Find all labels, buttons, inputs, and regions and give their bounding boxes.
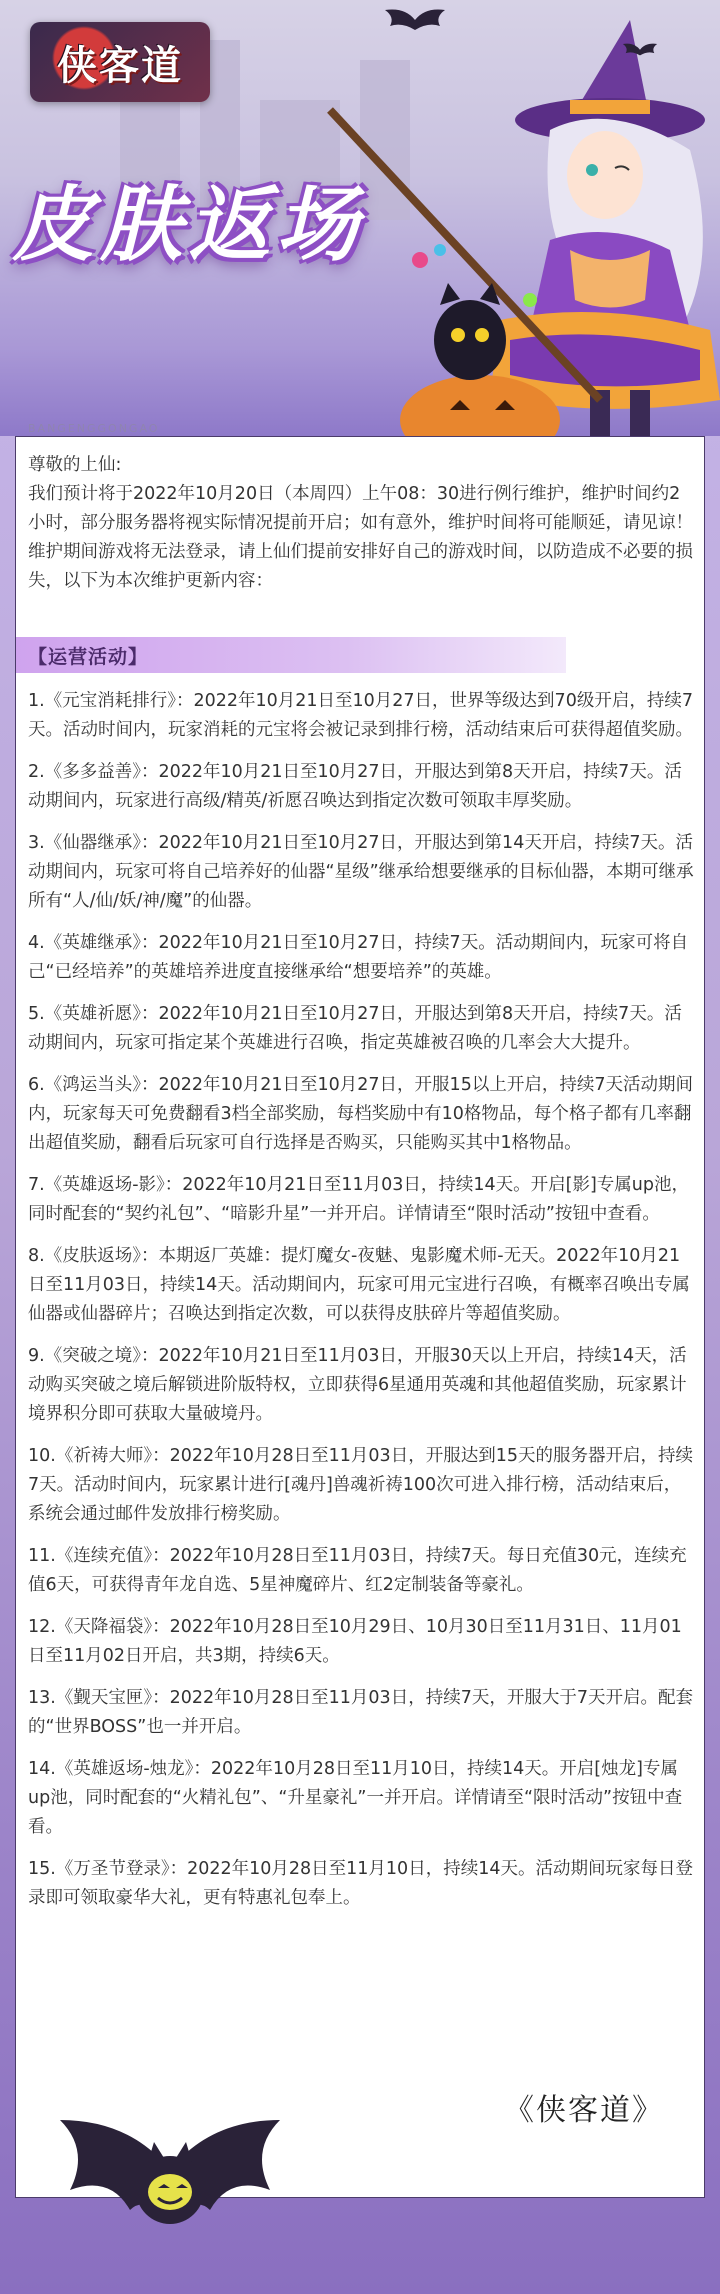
list-item: 14.《英雄返场-烛龙》：2022年10月28日至11月10日，持续14天。开启[烛龙]专属up池，同时配套的“火精礼包”、“升星豪礼”一并开启。详情请至“限时活动”按钮中查看。 xyxy=(28,1759,683,1837)
game-logo xyxy=(30,22,210,102)
list-item: 1.《元宝消耗排行》：2022年10月21日至10月27日，世界等级达到70级开启，持续7天。活动时间内，玩家消耗的元宝将会被记录到排行榜，活动结束后可获得超值奖励。 xyxy=(28,691,693,740)
salutation: 尊敬的上仙: xyxy=(28,455,122,475)
list-item: 2.《多多益善》：2022年10月21日至10月27日，开服达到第8天开启，持续7天。活动期间内，玩家进行高级/精英/祈愿召唤达到指定次数可领取丰厚奖励。 xyxy=(28,762,682,811)
list-item: 8.《皮肤返场》：本期返厂英雄：提灯魔女-夜魅、鬼影魔术师-无天。2022年10月21日至11月03日，持续14天。活动期间内，玩家可用元宝进行召唤，有概率召唤出专属仙器或仙器碎片；召唤达到指定次数，可以获得皮肤碎片等超值奖励。 xyxy=(28,1246,690,1324)
list-item: 7.《英雄返场-影》：2022年10月21日至11月03日，持续14天。开启[影]专属up池，同时配套的“契约礼包”、“暗影升星”一并开启。详情请至“限时活动”按钮中查看。 xyxy=(28,1175,689,1224)
list-item: 10.《祈祷大师》：2022年10月28日至11月03日，开服达到15天的服务器开启，持续7天。活动时间内，玩家累计进行[魂丹]兽魂祈祷100次可进入排行榜，活动结束后，系统会通过邮件发放排行榜奖励。 xyxy=(28,1446,693,1524)
list-item: 13.《觐天宝匣》：2022年10月28日至11月03日，持续7天，开服大于7天开启。配套的“世界BOSS”也一并开启。 xyxy=(28,1688,693,1737)
small-bat-icon xyxy=(380,2,450,32)
greeting xyxy=(28,451,694,596)
announcement-card xyxy=(15,436,705,2198)
banner-watermark: BANGENGGONGAO xyxy=(28,422,160,435)
bat-icon xyxy=(30,2080,310,2280)
banner xyxy=(0,0,720,436)
section-header xyxy=(16,637,566,673)
banner-title: 皮肤返场 xyxy=(12,177,364,273)
list-item: 5.《英雄祈愿》：2022年10月21日至10月27日，开服达到第8天开启，持续7天。活动期间内，玩家可指定某个英雄进行召唤，指定英雄被召唤的几率会大大提升。 xyxy=(28,1004,682,1053)
activity-list xyxy=(28,687,696,1926)
greeting-body: 我们预计将于2022年10月20日（本周四）上午08：30进行例行维护，维护时间约2小时，部分服务器将视实际情况提前开启；如有意外，维护时间将可能顺延，请见谅！维护期间游戏将无法登录，请上仙们提前安排好自己的游戏时间，以防造成不必要的损失，以下为本次维护更新内容： xyxy=(28,484,693,591)
list-item: 15.《万圣节登录》：2022年10月28日至11月10日，持续14天。活动期间玩家每日登录即可领取豪华大礼，更有特惠礼包奉上。 xyxy=(28,1859,693,1908)
signature: 《侠客道》 xyxy=(504,2093,664,2128)
logo-text: 侠客道 xyxy=(57,41,183,89)
list-item: 12.《天降福袋》：2022年10月28日至10月29日、10月30日至11月31日、11月01日至11月02日开启，共3期，持续6天。 xyxy=(28,1617,682,1666)
list-item: 9.《突破之境》：2022年10月21日至11月03日，开服30天以上开启，持续14天，活动购买突破之境后解锁进阶版特权，立即获得6星通用英魂和其他超值奖励，玩家累计境界积分即可获取大量破境丹。 xyxy=(28,1346,687,1424)
list-item: 3.《仙器继承》：2022年10月21日至10月27日，开服达到第14天开启，持续7天。活动期间内，玩家可将自己培养好的仙器“星级”继承给想要继承的目标仙器，本期可继承所有“人/仙/妖/神/魔”的仙器。 xyxy=(28,833,694,911)
list-item: 4.《英雄继承》：2022年10月21日至10月27日，持续7天。活动期间内，玩家可将自己“已经培养”的英雄培养进度直接继承给“想要培养”的英雄。 xyxy=(28,933,689,982)
list-item: 6.《鸿运当头》：2022年10月21日至10月27日，开服15以上开启，持续7天活动期间内，玩家每天可免费翻看3档全部奖励，每档奖励中有10格物品，每个格子都有几率翻出超值奖励，翻看后玩家可自行选择是否购买，只能购买其中1格物品。 xyxy=(28,1075,693,1153)
small-bat-icon xyxy=(620,38,660,58)
section-title: 【运营活动】 xyxy=(28,645,149,668)
list-item: 11.《连续充值》：2022年10月28日至11月03日，持续7天。每日充值30元，连续充值6天，可获得青年龙自选、5星神魔碎片、红2定制装备等豪礼。 xyxy=(28,1546,687,1595)
